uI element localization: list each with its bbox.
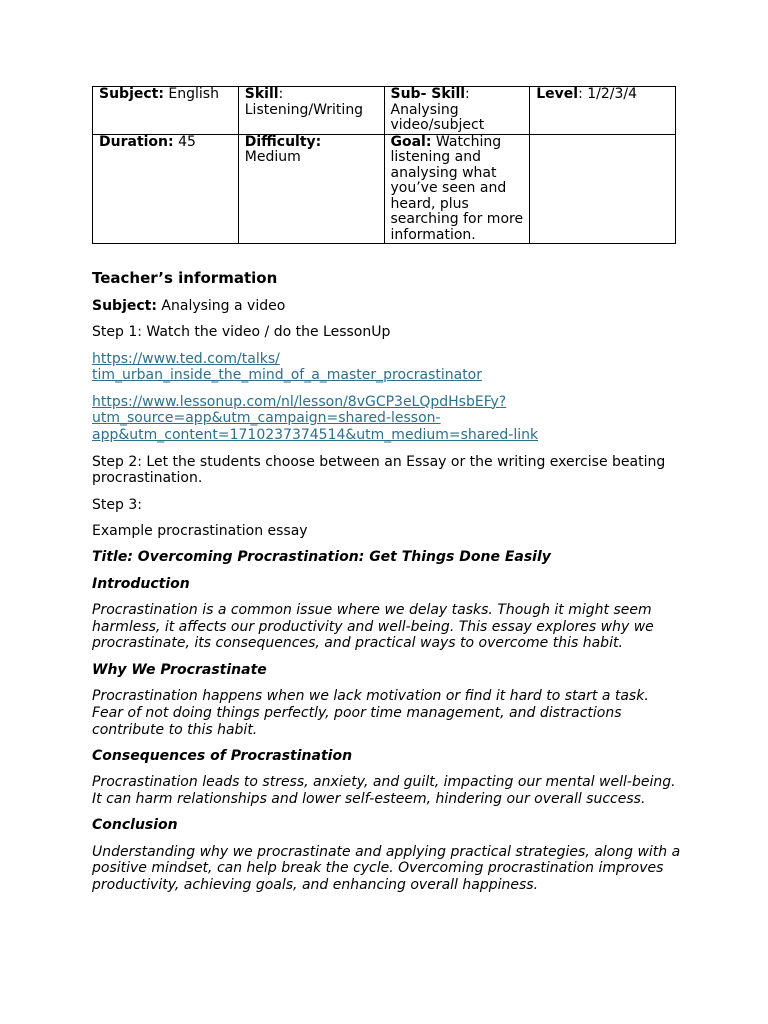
example-essay-label: Example procrastination essay [92,522,308,539]
lesson-info-table [92,86,676,244]
goal-cell [384,134,530,244]
level-label: Level [536,86,579,102]
table-row [93,134,676,244]
ted-link[interactable] [92,351,682,385]
difficulty-cell [238,134,384,244]
intro-heading: Introduction [92,575,190,592]
ted-link-line-2[interactable]: tim_urban_inside_the_mind_of_a_master_procrastinator [92,367,483,384]
subject-cell [93,87,239,135]
subskill-cell [384,87,530,135]
conclusion-paragraph: Understanding why we procrastinate and applying practical strategies, along with a positive mindset, can help break the cycle. Overcoming procrastination improves productivity, achieving goals, and enhancing overall happiness. [92,843,681,894]
why-heading: Why We Procrastinate [92,661,267,678]
duration-cell [93,134,239,244]
why-paragraph: Procrastination happens when we lack motivation or find it hard to start a task. Fear of not doing things perfectly, poor time management, and distractions contribute to this habit. [92,688,649,738]
empty-cell [530,134,676,244]
skill-value: : Listening/Writing [244,86,364,118]
teacher-heading: Teacher’s information [92,269,278,287]
conclusion-heading: Conclusion [92,817,178,834]
lessonup-link-line-1[interactable]: https://www.lessonup.com/nl/lesson/8vGCP3eLQpdHsbEFy? [92,393,507,410]
teacher-subject-label: Subject: [92,298,157,314]
lessonup-link-line-3[interactable]: app&utm_content=1710237374514&utm_medium=shared-link [92,427,539,444]
step-2: Step 2: Let the students choose between an Essay or the writing exercise beating procrastination. [92,453,666,487]
table-row [93,87,676,135]
difficulty-label: Difficulty: [244,133,322,150]
duration-value: 45 [173,133,196,150]
intro-paragraph: Procrastination is a common issue where we delay tasks. Though it might seem harmless, it affects our productivity and well-being. This essay explores why we procrastinate, its consequences, and practical ways to overcome this habit. [92,601,654,652]
step-3: Step 3: [92,496,142,513]
step-1: Step 1: Watch the video / do the LessonUp [92,324,391,341]
teacher-subject-value: Analysing a video [156,298,286,314]
duration-label: Duration: [99,133,174,150]
level-value: : 1/2/3/4 [578,86,638,102]
subskill-label: Sub- Skill [390,86,466,102]
consequences-paragraph: Procrastination leads to stress, anxiety, and guilt, impacting our mental well-being. It can harm relationships and lower self-esteem, hindering our overall success. [92,774,676,808]
subject-value: English [163,86,219,102]
subject-label: Subject: [99,86,164,102]
lessonup-link[interactable] [92,394,682,444]
skill-cell [238,87,384,135]
document-body [92,268,682,894]
ted-link-line-1[interactable]: https://www.ted.com/talks/ [92,350,280,367]
lessonup-link-line-2[interactable]: utm_source=app&utm_campaign=shared-lesson- [92,410,441,427]
consequences-heading: Consequences of Procrastination [92,747,353,764]
difficulty-value: Medium [244,149,301,165]
subskill-value: : Analysing video/subject [390,86,485,133]
level-cell [530,87,676,135]
teacher-subject [92,298,682,315]
goal-value: Watching listening and analysing what you’ve seen and heard, plus searching for more information. [390,133,524,243]
skill-label: Skill [244,86,279,102]
goal-label: Goal: [390,133,432,150]
essay-title: Title: Overcoming Procrastination: Get Things Done Easily [92,549,551,566]
